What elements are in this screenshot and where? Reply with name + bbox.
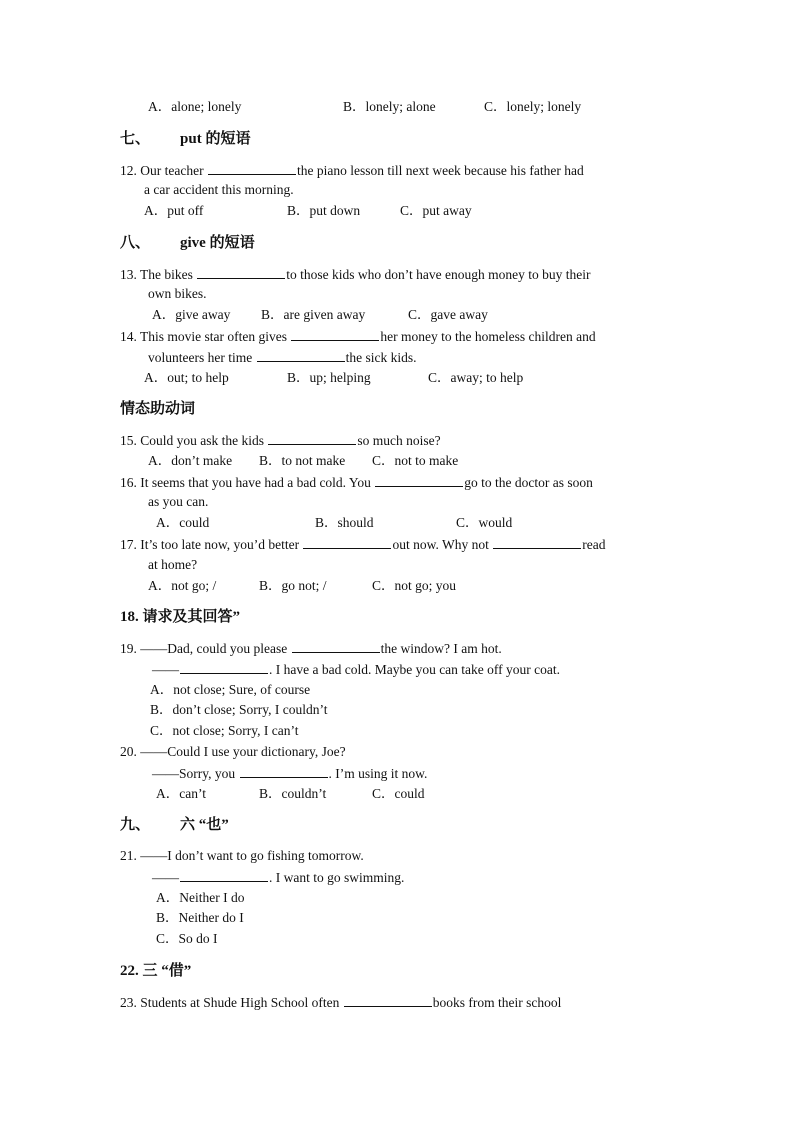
question-text: ——Dad, could you please: [140, 641, 288, 656]
section-heading-9: [120, 815, 229, 835]
answer-blank[interactable]: [180, 660, 268, 674]
options-row: [148, 98, 241, 116]
option-b: B．Neither do I: [156, 910, 244, 925]
option-c: C．away; to help: [428, 370, 524, 385]
question-text: books from their school: [432, 995, 562, 1010]
question-12: [120, 161, 584, 180]
question-text: her money to the homeless children and: [380, 329, 596, 344]
question-text: It seems that you have had a bad cold. You: [140, 475, 371, 490]
question-14-line-2: [148, 348, 416, 367]
question-text: read: [582, 537, 606, 552]
question-text: This movie star often gives: [140, 329, 287, 344]
question-text: ——I don’t want to go fishing tomorrow.: [140, 848, 364, 863]
question-number: 21.: [120, 848, 137, 863]
question-text: the sick kids.: [345, 350, 417, 365]
option-a: A．can’t: [156, 786, 206, 801]
option-a: A．put off: [144, 203, 204, 218]
section-number: 九、: [120, 817, 151, 833]
option-c: C．gave away: [408, 307, 488, 322]
question-text: own bikes.: [148, 286, 207, 301]
option-a: A．could: [156, 515, 210, 530]
question-text: Could you ask the kids: [140, 433, 264, 448]
option-c: C．could: [372, 786, 425, 801]
option-a: A．out; to help: [144, 370, 229, 385]
answer-blank[interactable]: [208, 161, 296, 175]
section-heading-8: [120, 233, 255, 253]
section-heading-18: 18. 请求及其回答”: [120, 609, 241, 625]
section-number: 七、: [120, 131, 151, 147]
answer-blank[interactable]: [344, 993, 432, 1007]
option-b: B．put down: [287, 203, 361, 218]
option-b: B．are given away: [261, 307, 366, 322]
question-text: at home?: [148, 557, 198, 572]
option-c: C．lonely; lonely: [484, 99, 582, 114]
answer-blank[interactable]: [197, 265, 285, 279]
question-15: [120, 431, 441, 450]
question-number: 19.: [120, 641, 137, 656]
question-text: ——Could I use your dictionary, Joe?: [140, 744, 346, 759]
option-b: B．should: [315, 515, 374, 530]
question-text: ——: [152, 662, 179, 677]
question-16: [120, 473, 593, 492]
question-text: . I have a bad cold. Maybe you can take off your coat.: [269, 662, 561, 677]
answer-blank[interactable]: [268, 431, 356, 445]
section-heading-7: [120, 129, 250, 149]
question-text: volunteers her time: [148, 350, 253, 365]
answer-blank[interactable]: [303, 535, 391, 549]
option-a: A．not close; Sure, of course: [150, 682, 311, 697]
answer-blank[interactable]: [375, 473, 463, 487]
option-b: B．couldn’t: [259, 786, 327, 801]
option-b: B．lonely; alone: [343, 99, 436, 114]
question-text: as you can.: [148, 494, 209, 509]
answer-blank[interactable]: [240, 764, 328, 778]
option-b: B．up; helping: [287, 370, 371, 385]
question-20-line-2: [152, 764, 427, 783]
question-text: go to the doctor as soon: [464, 475, 593, 490]
option-c: C．not go; you: [372, 578, 457, 593]
option-c: C．So do I: [156, 931, 218, 946]
section-number: 八、: [120, 235, 151, 251]
answer-blank[interactable]: [180, 868, 268, 882]
question-number: 23.: [120, 995, 137, 1010]
question-20: [120, 743, 346, 761]
question-text: Students at Shude High School often: [140, 995, 340, 1010]
question-text: the window? I am hot.: [380, 641, 502, 656]
option-a: A．alone; lonely: [148, 99, 242, 114]
section-title: give 的短语: [180, 235, 255, 251]
question-text: It’s too late now, you’d better: [140, 537, 300, 552]
answer-blank[interactable]: [292, 639, 380, 653]
option-b: B．go not; /: [259, 578, 327, 593]
question-text: Our teacher: [140, 163, 204, 178]
option-c: C．would: [456, 515, 513, 530]
question-number: 17.: [120, 537, 137, 552]
question-number: 13.: [120, 267, 137, 282]
question-21-line-2: [152, 868, 404, 887]
question-19-line-2: [152, 660, 560, 679]
option-a: A．Neither I do: [156, 890, 245, 905]
question-21: [120, 847, 364, 865]
question-number: 12.: [120, 163, 137, 178]
option-c: C．not to make: [372, 453, 459, 468]
answer-blank[interactable]: [257, 348, 345, 362]
question-19: [120, 639, 502, 658]
answer-blank[interactable]: [291, 327, 379, 341]
question-text: to those kids who don’t have enough money to buy their: [286, 267, 591, 282]
section-title: 六 “也”: [180, 817, 229, 833]
question-text: ——Sorry, you: [152, 766, 236, 781]
question-text: ——: [152, 870, 179, 885]
question-14: [120, 327, 596, 346]
option-c: C．put away: [400, 203, 472, 218]
option-a: A．not go; /: [148, 578, 217, 593]
question-13: [120, 265, 590, 284]
question-number: 16.: [120, 475, 137, 490]
question-number: 15.: [120, 433, 137, 448]
option-a: A．give away: [152, 307, 231, 322]
question-text: . I want to go swimming.: [269, 870, 405, 885]
option-c: C．not close; Sorry, I can’t: [150, 723, 299, 738]
question-number: 20.: [120, 744, 137, 759]
question-text: the piano lesson till next week because his father had: [296, 163, 584, 178]
question-text: out now. Why not: [392, 537, 489, 552]
section-heading-modals: 情态助动词: [120, 401, 196, 417]
answer-blank[interactable]: [493, 535, 581, 549]
section-title: put 的短语: [180, 131, 251, 147]
question-text: so much noise?: [357, 433, 441, 448]
question-text: The bikes: [140, 267, 193, 282]
question-text: . I’m using it now.: [328, 766, 428, 781]
option-a: A．don’t make: [148, 453, 233, 468]
option-b: B．don’t close; Sorry, I couldn’t: [150, 702, 328, 717]
section-heading-22: 22. 三 “借”: [120, 963, 192, 979]
question-number: 14.: [120, 329, 137, 344]
question-text: a car accident this morning.: [144, 182, 294, 197]
question-23: [120, 993, 561, 1012]
question-17: [120, 535, 605, 554]
option-b: B．to not make: [259, 453, 346, 468]
